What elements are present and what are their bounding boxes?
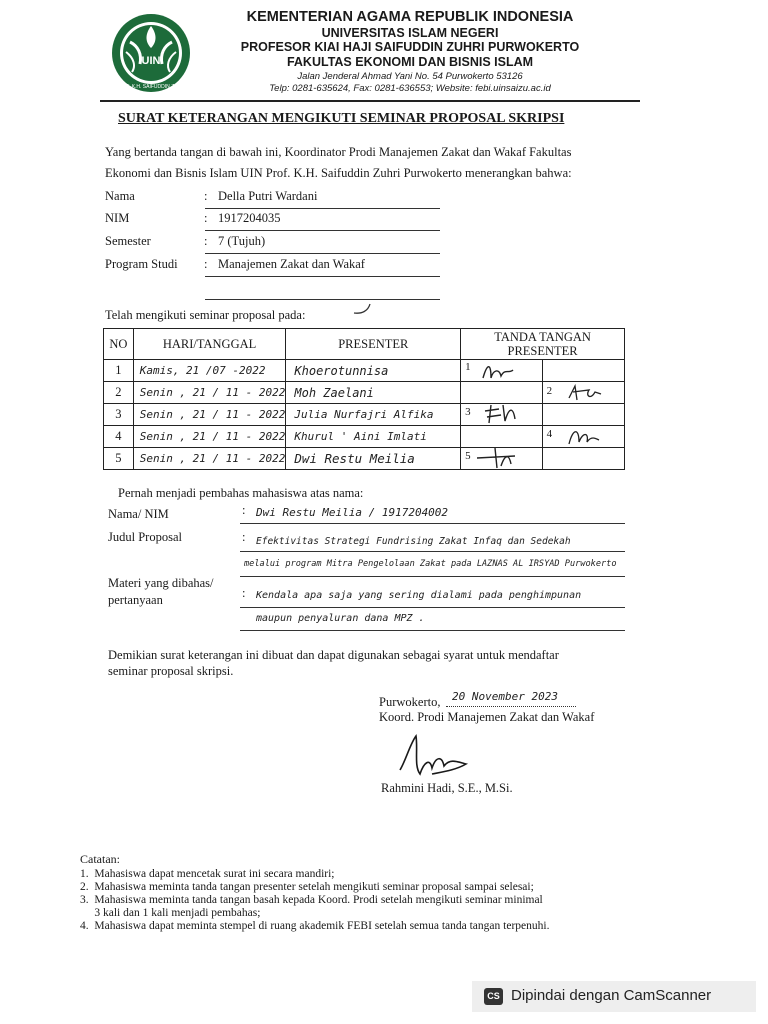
row-date: Senin , 21 / 11 - 2022 [133, 448, 286, 470]
closing-line-1: Demikian surat keterangan ini dibuat dan dapat digunakan sebagai syarat untuk mendaftar [108, 648, 559, 662]
note-item: 3 kali dan 1 kali menjadi pembahas; [80, 907, 261, 919]
materi-underline-2 [240, 630, 625, 631]
row-presenter: Julia Nurfajri Alfika [286, 404, 461, 426]
sign-date-dots [446, 706, 576, 707]
table-header-row [104, 329, 625, 360]
row-sig-number: 1 [465, 361, 471, 373]
nim-label: NIM [105, 211, 130, 225]
logo-center-text: UIN [141, 55, 161, 67]
header-signature: TANDA TANGAN PRESENTER [461, 329, 625, 360]
row-presenter: Moh Zaelani [286, 382, 461, 404]
intro-line-1: Yang bertanda tangan di bawah ini, Koordinator Prodi Manajemen Zakat dan Wakaf Fakultas [105, 145, 572, 159]
name-colon: : [204, 189, 208, 203]
note-item: 1. Mahasiswa dapat mencetak surat ini secara mandiri; [80, 868, 335, 880]
letterhead-address: Jalan Jenderal Ahmad Yani No. 54 Purwokerto 53126 [297, 71, 523, 82]
letterhead-university-full: PROFESOR KIAI HAJI SAIFUDDIN ZUHRI PURWOKERTO [240, 40, 580, 54]
header-date: HARI/TANGGAL [133, 329, 286, 360]
row-sig-number: 3 [465, 406, 471, 418]
judul-colon: : [242, 530, 246, 544]
signature-scribble [565, 382, 605, 404]
prodi-label: Program Studi [105, 257, 178, 271]
notes-title: Catatan: [80, 852, 120, 866]
camscanner-logo-icon: CS [484, 988, 503, 1005]
discussant-name-colon: : [242, 503, 246, 517]
sign-role: Koord. Prodi Manajemen Zakat dan Wakaf [379, 710, 595, 724]
row-signature-right [542, 426, 624, 448]
letterhead-contact: Telp: 0281-635624, Fax: 0281-636553; Website: febi.uinsaizu.ac.id [269, 83, 551, 94]
note-item: 2. Mahasiswa meminta tanda tangan presenter setelah mengikuti seminar proposal sampai selesai; [80, 881, 534, 893]
prodi-colon: : [204, 257, 208, 271]
row-signature-right [542, 448, 624, 470]
checkmark-mark [352, 302, 374, 321]
table-row [104, 382, 625, 404]
discussant-intro: Pernah menjadi pembahas mahasiswa atas nama: [118, 486, 364, 500]
row-signature-right [542, 382, 624, 404]
row-presenter: Khurul ' Aini Imlati [286, 426, 461, 448]
name-value: Della Putri Wardani [218, 189, 318, 203]
semester-label: Semester [105, 234, 151, 248]
row-signature-left [461, 448, 542, 470]
closing-line-2: seminar proposal skripsi. [108, 664, 234, 678]
materi-line-1: Kendala apa saja yang sering dialami pada penghimpunan [256, 590, 582, 601]
name-underline [205, 208, 440, 209]
discussant-name-value: Dwi Restu Meilia / 1917204002 [256, 506, 449, 519]
materi-underline-1 [240, 607, 625, 608]
seminar-intro: Telah mengikuti seminar proposal pada: [105, 308, 306, 322]
judul-label: Judul Proposal [108, 530, 182, 544]
semester-underline [205, 253, 440, 254]
university-logo [110, 12, 192, 94]
row-date: Senin , 21 / 11 - 2022 [133, 382, 286, 404]
row-signature-right [542, 360, 624, 382]
nim-colon: : [204, 211, 208, 225]
nim-underline [205, 230, 440, 231]
coordinator-name: Rahmini Hadi, S.E., M.Si. [381, 781, 513, 795]
table-row [104, 448, 625, 470]
judul-underline-2 [240, 576, 625, 577]
row-signature-left [461, 426, 542, 448]
row-date: Kamis, 21 /07 -2022 [133, 360, 286, 382]
materi-line-2: maupun penyaluran dana MPZ . [256, 613, 425, 624]
judul-underline-1 [240, 551, 625, 552]
signature-scribble [483, 401, 523, 427]
letterhead-divider [100, 100, 640, 102]
header-presenter: PRESENTER [286, 329, 461, 360]
signature-scribble [475, 446, 523, 470]
row-no: 4 [104, 426, 134, 448]
camscanner-text: Dipindai dengan CamScanner [511, 987, 712, 1004]
row-date: Senin , 21 / 11 - 2022 [133, 404, 286, 426]
judul-line-2: melalui program Mitra Pengelolaan Zakat pada LAZNAS AL IRSYAD Purwokerto [244, 559, 617, 569]
header-no: NO [104, 329, 134, 360]
row-presenter: Dwi Restu Meilia [286, 448, 461, 470]
prodi-underline [205, 276, 440, 277]
extra-underline [205, 299, 440, 300]
row-date: Senin , 21 / 11 - 2022 [133, 426, 286, 448]
letterhead-ministry: KEMENTERIAN AGAMA REPUBLIK INDONESIA [246, 9, 574, 25]
signature-scribble [565, 426, 605, 448]
materi-label-2: pertanyaan [108, 593, 163, 607]
row-signature-left [461, 360, 542, 382]
row-sig-number: 4 [546, 428, 553, 440]
seminar-table [103, 328, 625, 470]
coordinator-signature [396, 732, 486, 787]
materi-colon: : [242, 586, 246, 600]
row-sig-number: 2 [546, 385, 553, 397]
signature-scribble [479, 360, 519, 382]
table-row [104, 360, 625, 382]
table-row [104, 426, 625, 448]
note-item: 4. Mahasiswa dapat meminta stempel di ruang akademik FEBI setelah semua tanda tangan terpenuhi. [80, 920, 550, 932]
semester-value: 7 (Tujuh) [218, 234, 266, 248]
row-no: 2 [104, 382, 134, 404]
row-no: 3 [104, 404, 134, 426]
materi-label-1: Materi yang dibahas/ [108, 576, 214, 590]
sign-place: Purwokerto, [379, 695, 441, 709]
letterhead-university: UNIVERSITAS ISLAM NEGERI [321, 26, 499, 40]
table-row [104, 404, 625, 426]
nim-value: 1917204035 [218, 211, 281, 225]
document-title: SURAT KETERANGAN MENGIKUTI SEMINAR PROPOSAL SKRIPSI [118, 111, 565, 126]
sign-date: 20 November 2023 [452, 690, 558, 703]
row-no: 1 [104, 360, 134, 382]
prodi-value: Manajemen Zakat dan Wakaf [218, 257, 365, 271]
row-signature-left [461, 404, 542, 426]
row-sig-number: 5 [465, 450, 471, 462]
logo-ring-text: PROF. K.H. SAIFUDDIN ZUHRI [115, 84, 187, 90]
row-presenter: Khoerotunnisa [286, 360, 461, 382]
discussant-name-underline [240, 523, 625, 524]
intro-line-2: Ekonomi dan Bisnis Islam UIN Prof. K.H. Saifuddin Zuhri Purwokerto menerangkan bahwa: [105, 166, 572, 180]
row-no: 5 [104, 448, 134, 470]
semester-colon: : [204, 234, 208, 248]
name-label: Nama [105, 189, 135, 203]
judul-line-1: Efektivitas Strategi Fundrising Zakat Infaq dan Sedekah [256, 536, 571, 547]
discussant-name-label: Nama/ NIM [108, 507, 169, 521]
note-item: 3. Mahasiswa meminta tanda tangan basah kepada Koord. Prodi setelah mengikuti seminar minimal [80, 894, 543, 906]
camscanner-banner [472, 981, 756, 1012]
letterhead-faculty: FAKULTAS EKONOMI DAN BISNIS ISLAM [286, 55, 534, 69]
row-signature-right [542, 404, 624, 426]
